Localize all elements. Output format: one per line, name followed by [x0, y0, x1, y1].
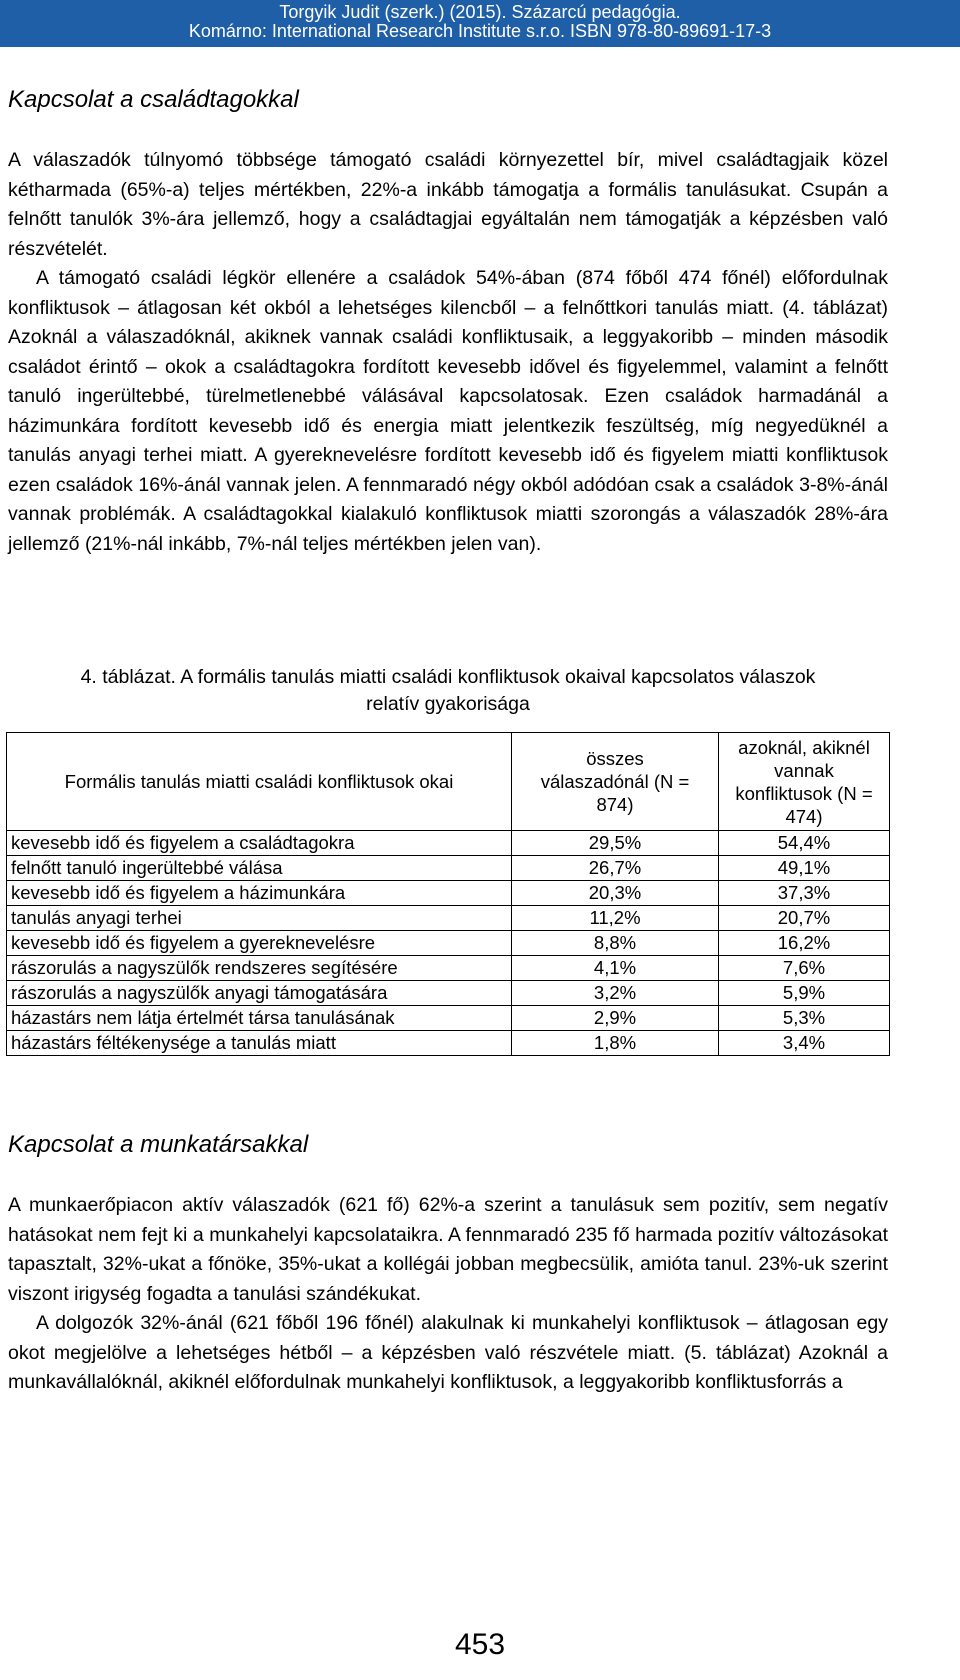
table-cell-reason: kevesebb idő és figyelem a gyereknevelésre [7, 931, 512, 956]
paragraph: A dolgozók 32%-ánál (621 főből 196 főnél) alakulnak ki munkahelyi konfliktusok – átlagosan egy okot megjelölve a lehetséges hétből – a képzésben való részvétele miatt. (5. táblázat) Azoknál a munkavállalóknál, akiknél előfordulnak munkahelyi konfliktusok, a leggyakoribb konfliktusforrás a [8, 1312, 888, 1393]
citation-line-2: Komárno: International Research Institute s.r.o. ISBN 978-80-89691-17-3 [188, 21, 772, 41]
table-cell-conflicted: 5,3% [719, 1006, 890, 1031]
paragraph: A válaszadók túlnyomó többsége támogató családi környezettel bír, mivel családtagjaik közel kétharmada (65%-a) teljes mértékben, 22%-a inkább támogatja a formális tanulásukat. Csupán a felnőtt tanulók 3%-ára jellemző, hogy a családtagjai egyáltalán nem támogatják a képzésben való részvételét. [8, 149, 888, 260]
table-row [7, 856, 890, 881]
table-cell-reason: házastárs féltékenysége a tanulás miatt [7, 1031, 512, 1056]
table-cell-conflicted: 16,2% [719, 931, 890, 956]
table-header-row [7, 733, 890, 831]
table-caption [8, 664, 888, 718]
table-cell-all: 29,5% [512, 831, 719, 856]
table-row [7, 931, 890, 956]
coworkers-text [8, 1191, 888, 1398]
table-cell-reason: tanulás anyagi terhei [7, 906, 512, 931]
table-cell-all: 4,1% [512, 956, 719, 981]
table-row [7, 1031, 890, 1056]
table-cell-conflicted: 54,4% [719, 831, 890, 856]
table-cell-reason: kevesebb idő és figyelem a házimunkára [7, 881, 512, 906]
table-cell-all: 8,8% [512, 931, 719, 956]
table-cell-all: 2,9% [512, 1006, 719, 1031]
table-cell-reason: felnőtt tanuló ingerültebbé válása [7, 856, 512, 881]
table-row [7, 956, 890, 981]
conflict-table [6, 732, 890, 1056]
paragraph: A munkaerőpiacon aktív válaszadók (621 fő) 62%-a szerint a tanulásuk sem pozitív, sem negatív hatásokat nem fejt ki a munkahelyi kapcsolataikra. A fennmaradó 235 fő harmada pozitív változásokat tapasztalt, 32%-ukat a főnöke, 35%-ukat a kollégái jobban megbecsülik, amióta tanul. 23%-uk szerint viszont irigység fogadta a tanulási szándékukat. [8, 1194, 888, 1305]
table-row [7, 881, 890, 906]
table-cell-reason: kevesebb idő és figyelem a családtagokra [7, 831, 512, 856]
section-family [8, 86, 888, 114]
table-cell-reason: rászorulás a nagyszülők anyagi támogatására [7, 981, 512, 1006]
table-container [6, 732, 886, 1056]
family-text [8, 146, 888, 559]
table-cell-conflicted: 49,1% [719, 856, 890, 881]
table-cell-conflicted: 20,7% [719, 906, 890, 931]
paragraph: A támogató családi légkör ellenére a családok 54%-ában (874 főből 474 főnél) előfordulnak konfliktusok – átlagosan két okból a lehetséges kilencből – a felnőttkori tanulás miatt. (4. táblázat) Azoknál a válaszadóknál, akiknek vannak családi konfliktusaik, a leggyakoribb – minden második családot érintő – okok a családtagokra fordított kevesebb idővel és figyelemmel, valamint a felnőtt tanuló ingerültebbé, türelmetlenebbé válásával kapcsolatosak. Ezen családok harmadánál a házimunkára fordított kevesebb idő és energia miatt jelentkezik feszültség, míg negyedüknél a tanulás anyagi terhei miatt. A gyereknevelésre fordított kevesebb idő és figyelem miatti konfliktusok ezen családok 16%-ánál vannak jelen. A fennmaradó négy okból adódóan csak a családok 3-8%-ánál vannak problémák. A családtagokkal kialakuló konfliktusok miatti szorongás a válaszadók 28%-ára jellemző (21%-nál inkább, 7%-nál teljes mértékben jelen van). [8, 267, 888, 555]
page-number: 453 [454, 1628, 506, 1661]
column-header-reasons: Formális tanulás miatti családi konfliktusok okai [7, 733, 512, 831]
section-heading-coworkers: Kapcsolat a munkatársakkal [8, 1131, 309, 1158]
citation-header [0, 0, 960, 47]
table-cell-reason: házastárs nem látja értelmét társa tanulásának [7, 1006, 512, 1031]
table-row [7, 981, 890, 1006]
table-cell-all: 20,3% [512, 881, 719, 906]
citation-line-1: Torgyik Judit (szerk.) (2015). Százarcú pedagógia. [279, 2, 681, 22]
table-caption-line-1: 4. táblázat. A formális tanulás miatti családi konfliktusok okaival kapcsolatos válaszok [80, 666, 816, 688]
table-cell-reason: rászorulás a nagyszülők rendszeres segítésére [7, 956, 512, 981]
table-cell-conflicted: 37,3% [719, 881, 890, 906]
table-cell-all: 1,8% [512, 1031, 719, 1056]
table-cell-all: 26,7% [512, 856, 719, 881]
table-row [7, 831, 890, 856]
column-header-all: összes válaszadónál (N = 874) [512, 733, 719, 831]
table-row [7, 906, 890, 931]
section-coworkers [8, 1131, 888, 1159]
table-cell-conflicted: 5,9% [719, 981, 890, 1006]
table-row [7, 1006, 890, 1031]
table-cell-conflicted: 7,6% [719, 956, 890, 981]
table-caption-line-2: relatív gyakorisága [366, 693, 530, 715]
table-cell-all: 3,2% [512, 981, 719, 1006]
table-cell-all: 11,2% [512, 906, 719, 931]
section-heading-family: Kapcsolat a családtagokkal [8, 86, 299, 113]
table-cell-conflicted: 3,4% [719, 1031, 890, 1056]
column-header-conflicted: azoknál, akiknél vannak konfliktusok (N = 474) [719, 733, 890, 831]
